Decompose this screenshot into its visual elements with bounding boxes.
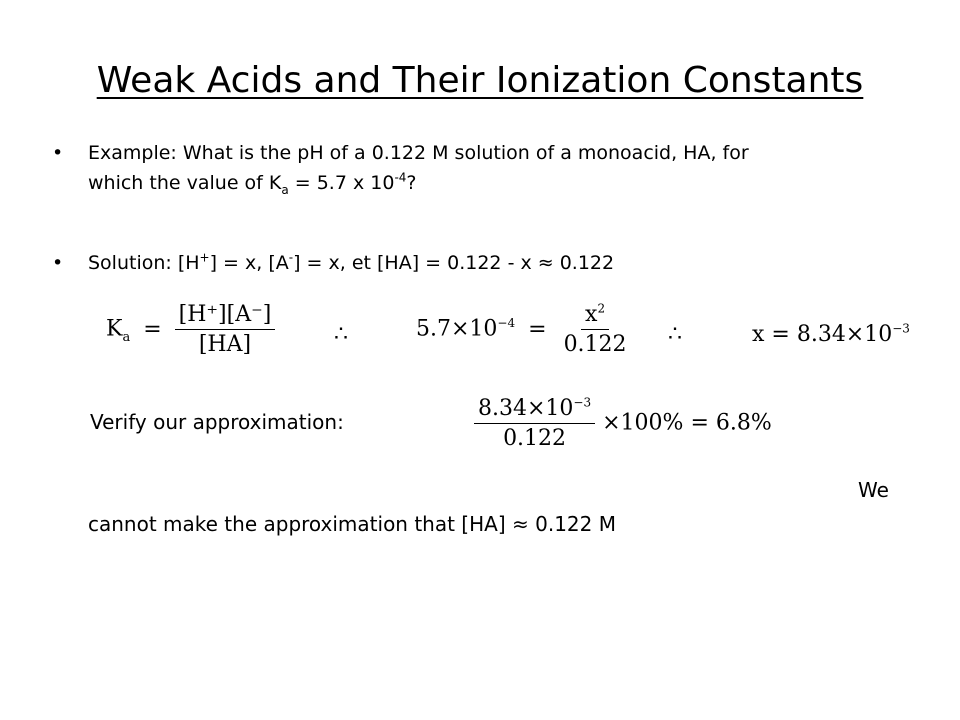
therefore-symbol: ∴ — [668, 322, 682, 347]
verify-equation: $\frac{8.34\times 10^{-3}}{0.122}$ ×100% = 6.8% — [474, 396, 772, 451]
x-squared-fraction: $\frac{x^2}{0.122}$ — [563, 301, 627, 357]
solution-text: Solution: [H+] = x, [A-] = x, et [HA] = 0.122 - x ≈ 0.122 — [88, 250, 615, 274]
verify-fraction: $\frac{8.34\times 10^{-3}}{0.122}$ — [474, 396, 595, 451]
example-line-1: Example: What is the pH of a 0.122 M solution of a monoacid, HA, for — [88, 142, 749, 164]
verify-label: Verify our approximation: — [90, 410, 344, 434]
slide-title: Weak Acids and Their Ionization Constants — [96, 60, 864, 101]
approx-symbol: ≈ — [537, 252, 554, 274]
conclusion-word: We — [858, 478, 889, 502]
ka-fraction: $\frac{[H^+][A^-]}{[HA]}$ — [175, 302, 276, 357]
therefore-symbol: ∴ — [334, 322, 348, 347]
bullet-marker: • — [52, 142, 64, 164]
conclusion-text: cannot make the approximation that [HA] ≈ 0.122 M — [88, 512, 616, 536]
example-text — [88, 138, 749, 198]
x-result-equation: $x = 8.34\times 10^{-3}$ — [752, 321, 910, 347]
ka-equation: $K_a$ = $\frac{[H^+][A^-]}{[HA]}$ — [106, 302, 275, 357]
example-line-2: which the value of $K_a = 5.7$ x $10^{-4}$? — [88, 170, 417, 197]
bullet-marker: • — [52, 252, 64, 274]
substitution-equation: $5.7\times 10^{-4}$ = $\frac{x^2}{0.122}$ — [416, 302, 631, 357]
approx-symbol: ≈ — [512, 512, 529, 536]
